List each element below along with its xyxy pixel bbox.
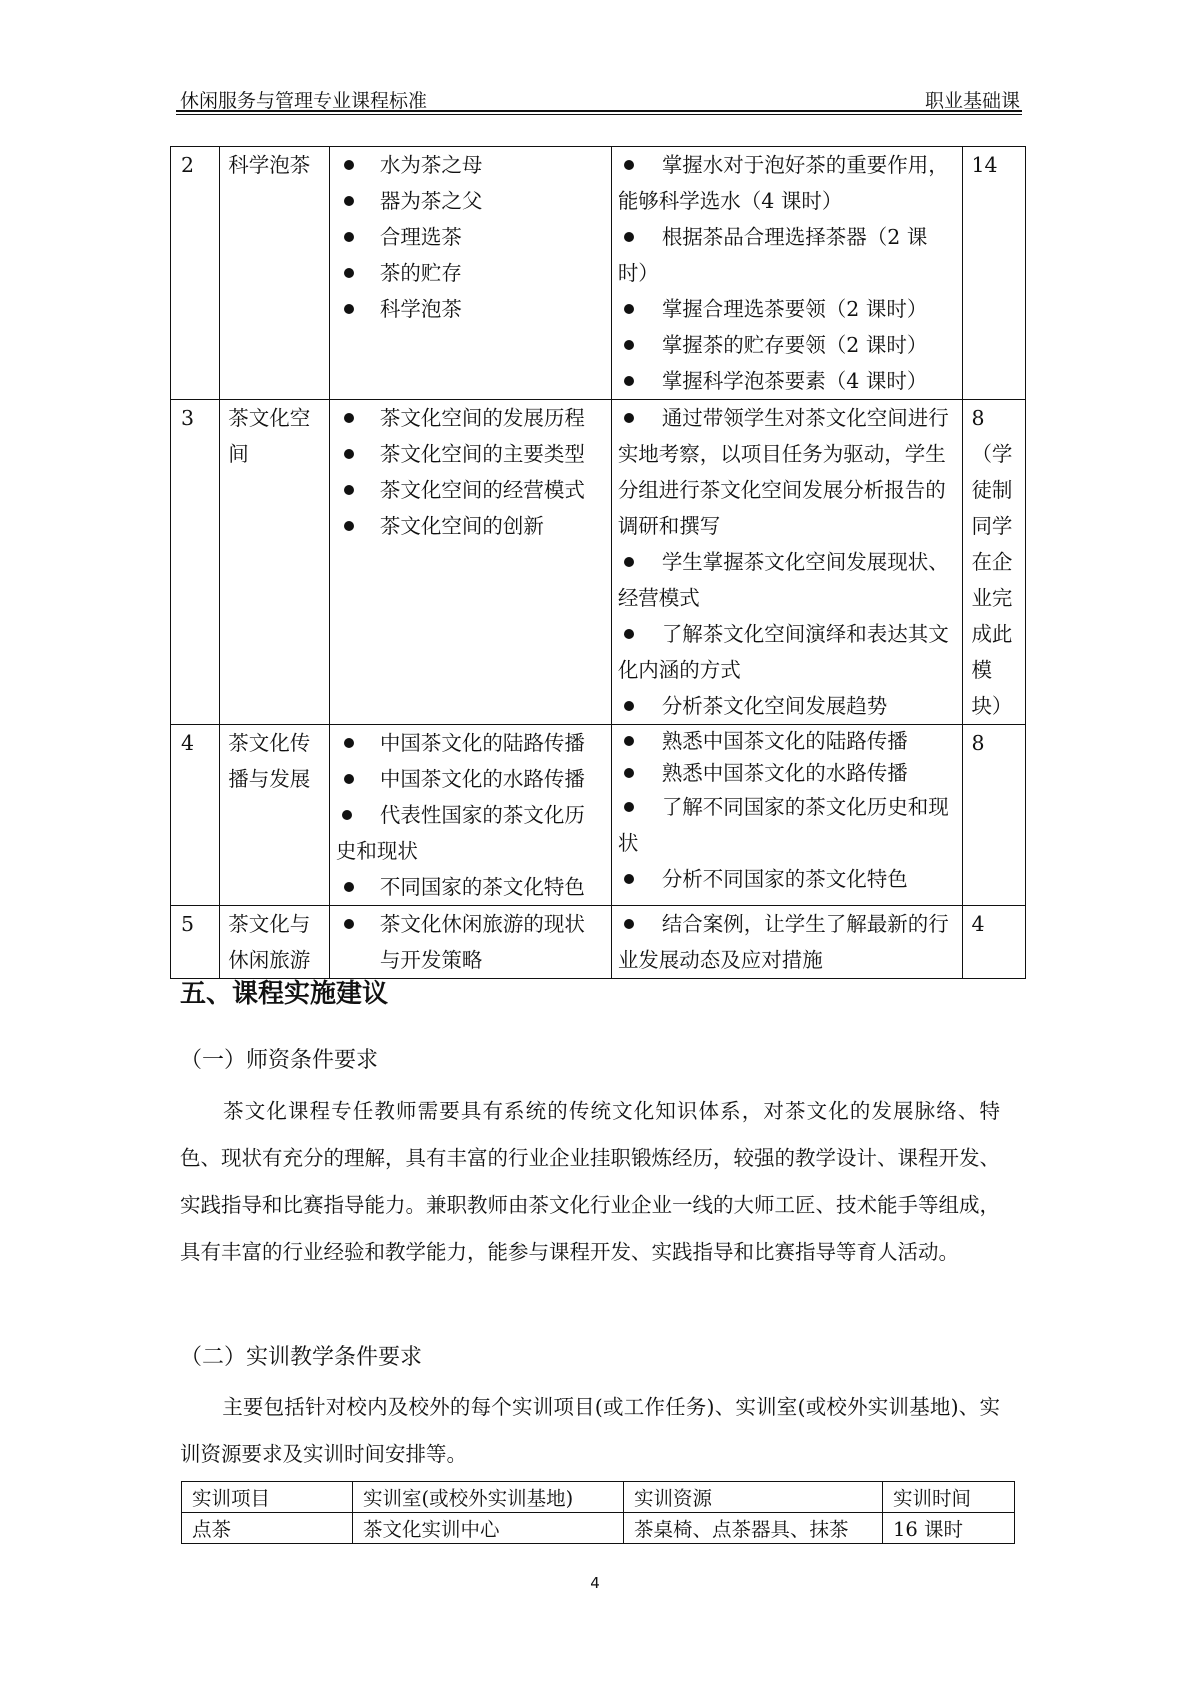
list-item: 不同国家的茶文化特色: [336, 869, 605, 905]
list-item: 茶文化空间的发展历程: [336, 400, 605, 436]
list-item: 学生掌握茶文化空间发展现状、经营模式: [617, 550, 949, 610]
module-table: [170, 146, 1026, 979]
list-item: 了解不同国家的茶文化历史和现状: [617, 795, 949, 855]
list-item: 茶文化空间的经营模式: [336, 472, 605, 508]
module-contents: [329, 725, 611, 906]
subsection-title: （二）实训教学条件要求: [180, 1345, 423, 1370]
module-name: 茶文化传播与发展: [220, 725, 330, 906]
header-rule: [176, 110, 1022, 112]
bullet-icon: [624, 340, 634, 350]
module-name: 茶文化与休闲旅游: [220, 906, 330, 979]
list-item: 通过带领学生对茶文化空间进行实地考察，以项目任务为驱动，学生分组进行茶文化空间发展分析报告的调研和撰写: [617, 406, 949, 538]
bullet-icon: [344, 738, 354, 748]
bullet-icon: [624, 701, 634, 711]
list-item: 茶的贮存: [336, 255, 605, 291]
training-table: [181, 1481, 1015, 1544]
bullet-icon: [624, 413, 634, 423]
list-item: 了解茶文化空间演绎和表达其文化内涵的方式: [617, 622, 949, 682]
column-header: 实训时间: [883, 1482, 1015, 1513]
list-item: 掌握合理选茶要领（2 课时）: [618, 291, 957, 327]
module-requirements: [611, 147, 963, 400]
table-cell: 茶桌椅、点茶器具、抹茶: [624, 1513, 883, 1544]
list-item: 掌握科学泡茶要素（4 课时）: [618, 363, 957, 399]
column-header: 实训资源: [624, 1482, 883, 1513]
bullet-icon: [344, 449, 354, 459]
table-cell: 茶文化实训中心: [353, 1513, 624, 1544]
bullet-icon: [344, 882, 354, 892]
list-item: 掌握水对于泡好茶的重要作用，能够科学选水（4 课时）: [617, 153, 949, 213]
table-cell: 16 课时: [883, 1513, 1015, 1544]
header-title: 休闲服务与管理专业课程标准: [180, 90, 428, 112]
bullet-icon: [624, 802, 634, 812]
column-header: 实训项目: [182, 1482, 353, 1513]
header-category: 职业基础课: [924, 90, 1020, 112]
module-requirements: [611, 906, 963, 979]
table-row: [171, 906, 1026, 979]
list-item: 掌握茶的贮存要领（2 课时）: [618, 327, 957, 363]
bullet-icon: [344, 413, 354, 423]
list-item: 分析茶文化空间发展趋势: [618, 688, 957, 724]
list-item: 器为茶之父: [336, 183, 605, 219]
header-rule-thin: [176, 114, 1022, 115]
module-hours: 8: [963, 725, 1026, 906]
module-contents: [329, 906, 611, 979]
list-item: 茶文化休闲旅游的现状与开发策略: [336, 906, 605, 978]
list-item: 科学泡茶: [336, 291, 605, 327]
table-header-row: [182, 1482, 1015, 1513]
bullet-icon: [344, 196, 354, 206]
list-item: 代表性国家的茶文化历史和现状: [335, 803, 585, 863]
bullet-icon: [344, 521, 354, 531]
list-item: 中国茶文化的陆路传播: [336, 725, 605, 761]
bullet-icon: [344, 268, 354, 278]
bullet-icon: [344, 774, 354, 784]
bullet-icon: [624, 232, 634, 242]
column-header: 实训室(或校外实训基地): [353, 1482, 624, 1513]
paragraph: 茶文化课程专任教师需要具有系统的传统文化知识体系，对茶文化的发展脉络、特色、现状有充分的理解，具有丰富的行业企业挂职锻炼经历，较强的教学设计、课程开发、实践指导和比赛指导能力。兼职教师由茶文化行业企业一线的大师工匠、技术能手等组成，具有丰富的行业经验和教学能力，能参与课程开发、实践指导和比赛指导等育人活动。: [180, 1099, 1000, 1264]
list-item: 分析不同国家的茶文化特色: [618, 861, 957, 897]
module-number: 5: [171, 906, 220, 979]
module-number: 4: [171, 725, 220, 906]
list-item: 茶文化空间的主要类型: [336, 436, 605, 472]
page-number: 4: [590, 1574, 600, 1592]
section-title: 五、课程实施建议: [180, 979, 389, 1009]
bullet-icon: [624, 629, 634, 639]
table-row: [182, 1513, 1015, 1544]
bullet-icon: [344, 304, 354, 314]
paragraph: 主要包括针对校内及校外的每个实训项目(或工作任务)、实训室(或校外实训基地)、实训资源要求及实训时间安排等。: [180, 1395, 1000, 1466]
bullet-icon: [624, 768, 634, 778]
list-item: 熟悉中国茶文化的陆路传播: [618, 725, 957, 757]
bullet-icon: [624, 160, 634, 170]
module-hours: 14: [963, 147, 1026, 400]
table-row: [171, 400, 1026, 725]
table-row: [171, 147, 1026, 400]
bullet-icon: [344, 485, 354, 495]
bullet-icon: [344, 919, 354, 929]
list-item: 合理选茶: [336, 219, 605, 255]
module-requirements: [611, 725, 963, 906]
list-item: 熟悉中国茶文化的水路传播: [618, 757, 957, 789]
module-requirements: [611, 400, 963, 725]
module-hours: 8（学徒制同学在企业完成此模块）: [963, 400, 1026, 725]
table-row: [171, 725, 1026, 906]
bullet-icon: [624, 304, 634, 314]
bullet-icon: [344, 232, 354, 242]
bullet-icon: [624, 376, 634, 386]
list-item: 茶文化空间的创新: [336, 508, 605, 544]
bullet-icon: [624, 736, 634, 746]
bullet-icon: [624, 919, 634, 929]
bullet-icon: [624, 874, 634, 884]
bullet-icon: [344, 160, 354, 170]
module-number: 2: [171, 147, 220, 400]
module-name: 茶文化空间: [220, 400, 330, 725]
list-item: 水为茶之母: [336, 147, 605, 183]
module-name: 科学泡茶: [220, 147, 330, 400]
list-item: 中国茶文化的水路传播: [336, 761, 605, 797]
module-number: 3: [171, 400, 220, 725]
list-item: 结合案例，让学生了解最新的行业发展动态及应对措施: [617, 912, 949, 972]
module-hours: 4: [963, 906, 1026, 979]
module-contents: [329, 400, 611, 725]
module-contents: [329, 147, 611, 400]
subsection-title: （一）师资条件要求: [180, 1048, 379, 1073]
bullet-icon: [624, 557, 634, 567]
table-cell: 点茶: [182, 1513, 353, 1544]
list-item: 根据茶品合理选择茶器（2 课时）: [617, 225, 928, 285]
bullet-icon: [342, 810, 352, 820]
